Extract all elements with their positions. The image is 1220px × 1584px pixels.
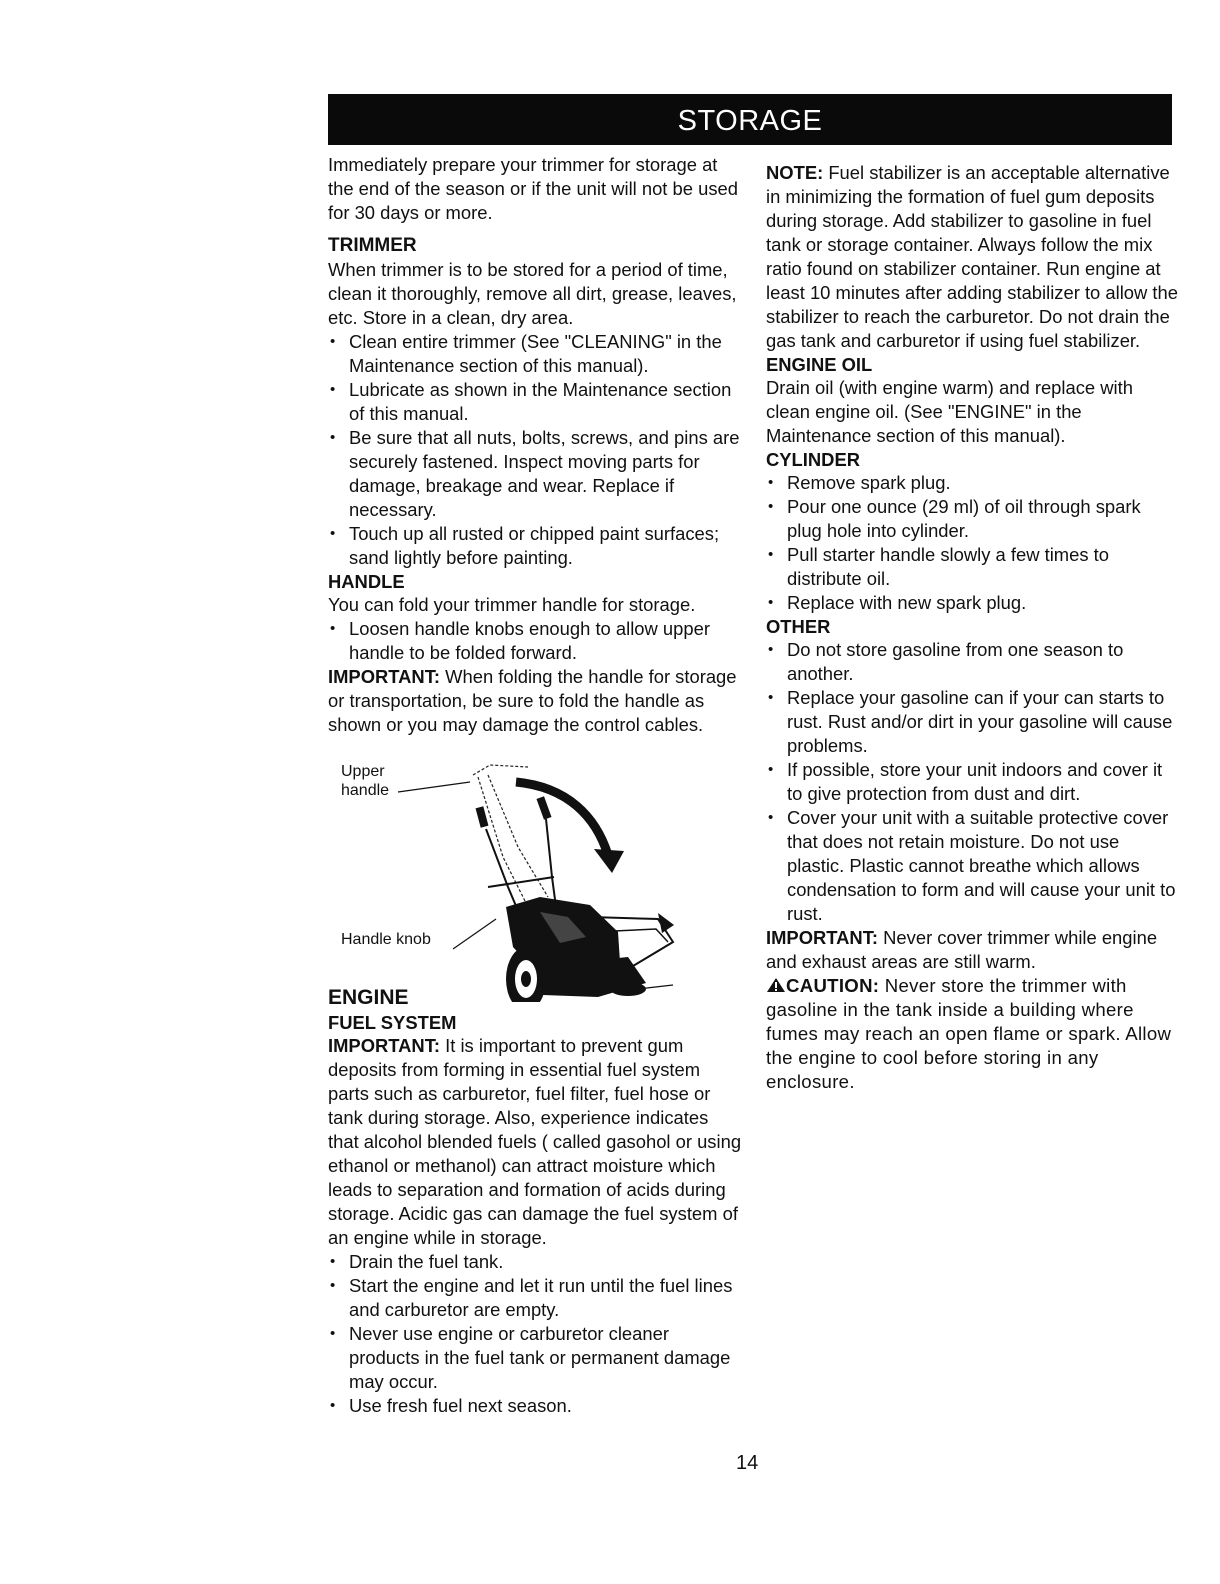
note-label: NOTE: xyxy=(766,162,824,183)
engine-oil-paragraph: Drain oil (with engine warm) and replace with clean engine oil. (See "ENGINE" in the Maintenance section of this manual). xyxy=(766,377,1133,446)
list-item: • Remove spark plug. xyxy=(766,471,1178,495)
list-item: • Lubricate as shown in the Maintenance section of this manual. xyxy=(328,378,743,426)
page-title: STORAGE xyxy=(677,105,823,137)
handle-bullet-list xyxy=(328,617,743,665)
trimmer-bullet-list xyxy=(328,330,743,570)
warning-triangle-icon xyxy=(766,977,786,993)
right-column xyxy=(766,161,1178,1094)
list-item: • Cover your unit with a suitable protective cover that does not retain moisture. Do not use plastic. Plastic cannot breathe which allows condensation to form and will cause your unit to rust. xyxy=(766,806,1178,926)
list-item: • Pull starter handle slowly a few times to distribute oil. xyxy=(766,543,1178,591)
other-bullet-list xyxy=(766,638,1178,926)
page-title-banner xyxy=(328,94,1172,145)
other-heading: OTHER xyxy=(766,616,831,637)
fuel-system-heading: FUEL SYSTEM xyxy=(328,1012,457,1033)
left-column xyxy=(328,153,743,1418)
cylinder-heading: CYLINDER xyxy=(766,449,861,470)
upper-handle-leader-line xyxy=(398,782,470,792)
list-item: • Pour one ounce (29 ml) of oil through spark plug hole into cylinder. xyxy=(766,495,1178,543)
list-item: • Loosen handle knobs enough to allow upper handle to be folded forward. xyxy=(328,617,743,665)
handle-paragraph: You can fold your trimmer handle for storage. xyxy=(328,594,696,615)
engine-oil-heading: ENGINE OIL xyxy=(766,354,873,375)
fold-arrowhead-icon xyxy=(594,849,624,873)
caution-note xyxy=(766,974,1178,1094)
handle-knob-leader-line xyxy=(453,919,496,949)
page-number: 14 xyxy=(736,1452,759,1474)
caution-text: Never store the trimmer with gasoline in the tank inside a building where fumes may reach an open flame or spark. Allow the engine to cool before storing in any enclosure. xyxy=(766,975,1172,1092)
cover-important-note xyxy=(766,926,1178,974)
caution-label: CAUTION: xyxy=(786,975,880,996)
important-label: IMPORTANT: xyxy=(328,1035,441,1056)
intro-paragraph: Immediately prepare your trimmer for storage at the end of the season or if the unit will not be used for 30 days or more. xyxy=(328,154,738,223)
fuel-important-note xyxy=(328,1034,743,1250)
handle-heading: HANDLE xyxy=(328,571,405,592)
important-label: IMPORTANT: xyxy=(328,666,441,687)
trimmer-paragraph: When trimmer is to be stored for a period of time, clean it thoroughly, remove all dirt, grease, leaves, etc. Store in a clean, dry area. xyxy=(328,259,737,328)
list-item: • Touch up all rusted or chipped paint surfaces; sand lightly before painting. xyxy=(328,522,743,570)
fold-arrow-icon xyxy=(516,782,608,855)
upper-handle-label: Upper handle xyxy=(341,763,390,799)
important-text: It is important to prevent gum deposits from forming in essential fuel system parts such as carburetor, fuel filter, fuel hose or tank during storage. Also, experience indicates that alcohol blended fuels ( called gasohol or using ethanol or methanol) can attract moisture which leads to separation and formation of acids during storage. Acidic gas can damage the fuel system of an engine while in storage. xyxy=(328,1035,742,1248)
list-item: • Be sure that all nuts, bolts, screws, and pins are securely fastened. Inspect moving parts for damage, breakage and wear. Replace if necessary. xyxy=(328,426,743,522)
upper-handle-grips xyxy=(476,796,552,827)
stabilizer-note xyxy=(766,161,1178,353)
list-item: • Drain the fuel tank. xyxy=(328,1250,743,1274)
list-item: • Clean entire trimmer (See "CLEANING" in the Maintenance section of this manual). xyxy=(328,330,743,378)
list-item: • Replace your gasoline can if your can starts to rust. Rust and/or dirt in your gasoline will cause problems. xyxy=(766,686,1178,758)
engine-heading: ENGINE xyxy=(328,986,409,1009)
important-label: IMPORTANT: xyxy=(766,927,879,948)
important-text: When folding the handle for storage or transportation, be sure to fold the handle as shown or you may damage the control cables. xyxy=(328,666,737,735)
list-item: • Do not store gasoline from one season to another. xyxy=(766,638,1178,686)
trimmer-heading: TRIMMER xyxy=(328,235,417,256)
handle-fold-figure xyxy=(328,737,743,1002)
list-item: • If possible, store your unit indoors and cover it to give protection from dust and dirt. xyxy=(766,758,1178,806)
fuel-bullet-list xyxy=(328,1250,743,1418)
note-text: Fuel stabilizer is an acceptable alternative in minimizing the formation of fuel gum deposits during storage. Add stabilizer to gasoline in fuel tank or storage container. Always follow the mix ratio found on stabilizer container. Run engine at least 10 minutes after adding stabilizer to allow the stabilizer to reach the carburetor. Do not drain the gas tank and carburetor if using fuel stabilizer. xyxy=(766,162,1178,351)
list-item: • Use fresh fuel next season. xyxy=(328,1394,743,1418)
handle-important-note xyxy=(328,665,743,737)
list-item: • Replace with new spark plug. xyxy=(766,591,1178,615)
list-item: • Start the engine and let it run until the fuel lines and carburetor are empty. xyxy=(328,1274,743,1322)
trimmer-illustration xyxy=(328,737,743,1002)
important-text: Never cover trimmer while engine and exhaust areas are still warm. xyxy=(766,927,1158,972)
list-item: • Never use engine or carburetor cleaner products in the fuel tank or permanent damage may occur. xyxy=(328,1322,743,1394)
cylinder-bullet-list xyxy=(766,471,1178,615)
handle-knob-label: Handle knob xyxy=(341,931,431,948)
